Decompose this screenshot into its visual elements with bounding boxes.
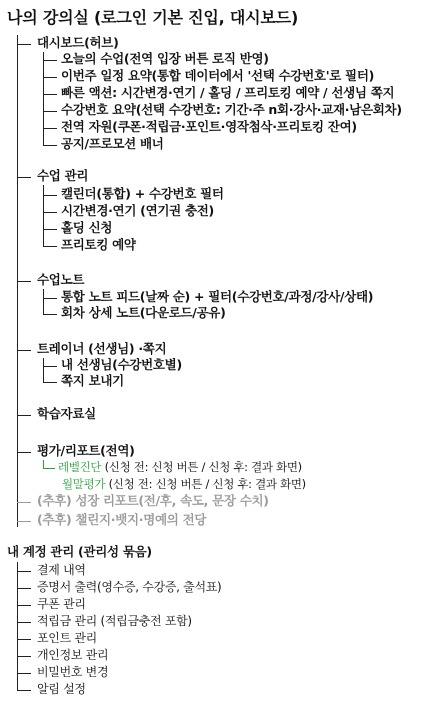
branch-dashboard-item [43,111,57,112]
branch-class-mgmt-item [43,212,57,213]
branch-class-mgmt-item [43,229,57,230]
eval-monthly-test [62,479,306,491]
account-item: 결제 내역 [37,563,86,577]
trainer-item: 쪽지 보내기 [61,373,124,388]
account-section-title: 내 계정 관리 (관리성 묶음) [7,544,152,559]
account-item: 포인트 관리 [37,631,97,645]
branch-trainer-item [43,366,57,367]
branch-class-note [17,281,31,282]
account-item: 개인정보 관리 [37,648,109,662]
class-note-item: 통합 노트 피드(날짜 순) + 필터(수강번호/과정/강사/상태) [61,289,374,304]
branch-future [17,502,31,503]
future-item: (추후) 성장 리포트(전/후, 속도, 문장 수치) [37,493,269,508]
page-title: 나의 강의실 (로그인 기본 진입, 대시보드) [7,8,299,27]
dashboard-item: 빠른 액션: 시간변경·연기 / 홀딩 / 프리토킹 예약 / 선생님 쪽지 [61,85,395,100]
account-item: 적립금 관리 (적립금충전 포함) [37,614,192,628]
branch-eval-level [43,468,55,469]
node-class-note: 수업노트 [37,272,85,287]
class-mgmt-item: 캘린더(통합) + 수강번호 필터 [61,186,224,201]
class-note-item: 회차 상세 노트(다운로드/공유) [61,305,226,320]
branch-account-item [17,605,31,606]
trainer-item: 내 선생님(수강번호별) [61,357,182,372]
dashboard-item: 공지/프로모션 배너 [61,136,164,151]
future-item: (추후) 챌린지·뱃지·명예의 전당 [37,512,207,527]
branch-class-mgmt-item [43,246,57,247]
branch-dashboard [17,44,31,45]
monthly-test-label: 월말평가 [62,477,106,491]
branch-class-mgmt [17,177,31,178]
account-trunk-line [17,562,18,691]
branch-dashboard-item [43,60,57,61]
branch-eval [17,452,31,453]
class-note-sub-trunk [43,289,44,314]
class-mgmt-item: 시간변경·연기 (연기권 충전) [61,203,214,218]
dashboard-item: 이번주 일정 요약(통합 데이터에서 '선택 수강번호'로 필터) [61,68,375,83]
branch-trainer-item [43,382,57,383]
branch-account-item [17,690,31,691]
branch-dashboard-item [43,145,57,146]
dashboard-sub-trunk [43,52,44,145]
branch-dashboard-item [43,94,57,95]
class-mgmt-item: 홀딩 신청 [61,220,113,235]
node-eval: 평가/리포트(전역) [37,443,135,458]
node-trainer: 트레이너 (선생님) ·쪽지 [37,341,167,356]
branch-trainer [17,350,31,351]
node-study: 학습자료실 [37,406,96,421]
dashboard-item: 전역 자원(쿠폰·적립금·포인트·영작첨삭·프리토킹 잔여) [61,119,357,134]
branch-account-item [17,639,31,640]
account-item: 쿠폰 관리 [37,597,86,611]
node-class-mgmt: 수업 관리 [37,168,89,183]
level-test-label: 레벨진단 [58,460,102,474]
branch-account-item [17,622,31,623]
branch-class-note-item [43,314,57,315]
monthly-test-desc: (신청 전: 신청 버튼 / 신청 후: 결과 화면) [105,477,306,491]
branch-dashboard-item [43,128,57,129]
account-item: 증명서 출력(영수증, 수강증, 출석표) [37,580,222,594]
level-test-desc: (신청 전: 신청 버튼 / 신청 후: 결과 화면) [101,460,302,474]
branch-dashboard-item [43,77,57,78]
branch-future [17,521,31,522]
branch-account-item [17,656,31,657]
account-item: 알림 설정 [37,682,86,696]
node-dashboard: 대시보드(허브) [37,35,119,50]
class-mgmt-item: 프리토킹 예약 [61,237,136,252]
branch-study [17,415,31,416]
branch-class-note-item [43,298,57,299]
dashboard-item: 수강번호 요약(선택 수강번호: 기간·주 n회·강사·교재·남은회차) [61,102,402,117]
branch-account-item [17,588,31,589]
trainer-sub-trunk [43,358,44,382]
eval-level-test [58,462,302,474]
branch-class-mgmt-item [43,195,57,196]
account-item: 비밀번호 변경 [37,665,109,679]
dashboard-item: 오늘의 수업(전역 입장 버튼 로직 반영) [61,51,269,66]
branch-account-item [17,571,31,572]
branch-account-item [17,673,31,674]
